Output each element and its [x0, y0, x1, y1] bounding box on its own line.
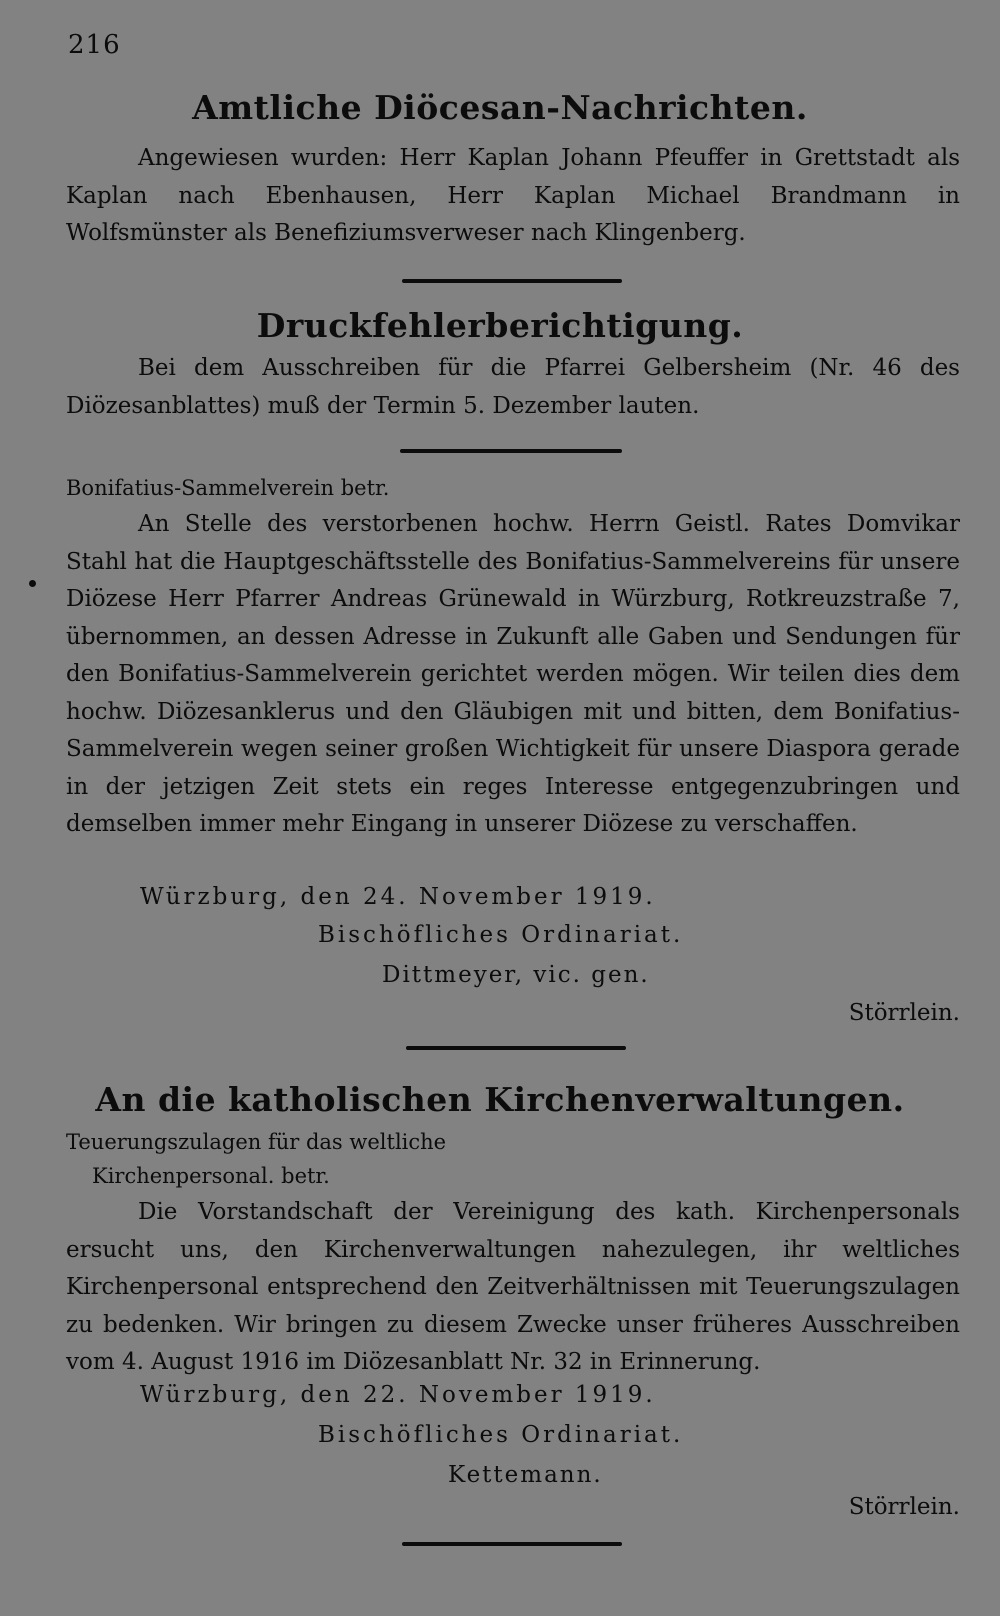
- bonifatius-office: Bischöfliches Ordinariat.: [318, 922, 684, 948]
- divider-3: [406, 1046, 626, 1050]
- page-number: 216: [68, 30, 121, 60]
- bonifatius-subject: Bonifatius-Sammelverein betr.: [66, 476, 390, 500]
- bonifatius-body: An Stelle des verstorbenen hochw. Herrn Geistl. Rates Domvikar Stahl hat die Hauptgeschäftsstelle des Bonifatius-Sammelvereins für unsere Diözese Herr Pfarrer Andreas Grünewald in Würzburg, Rotkreuzstraße 7, übernommen, an dessen Adresse in Zukunft alle Gaben und Sendungen für den Bonifatius-Sammelverein gerichtet werden mögen. Wir teilen dies dem hochw. Diözesanklerus und den Gläubigen mit und bitten, dem Bonifatius-Sammelverein wegen seiner großen Wichtigkeit für unsere Diaspora gerade in der jetzigen Zeit stets ein reges Interesse entgegenzubringen und demselben immer mehr Eingang in unserer Diözese zu verschaffen.: [66, 511, 960, 837]
- kirchenverwaltungen-date-line: Würzburg, den 22. November 1919.: [140, 1382, 656, 1408]
- divider-2: [400, 449, 622, 453]
- druckfehler-body: Bei dem Ausschreiben für die Pfarrei Gelbersheim (Nr. 46 des Diözesanblattes) muß der Termin 5. Dezember lauten.: [66, 355, 960, 419]
- heading-kirchenverwaltungen: An die katholischen Kirchenverwaltungen.: [95, 1080, 905, 1119]
- divider-4: [402, 1542, 622, 1546]
- kirchenverwaltungen-body: Die Vorstandschaft der Vereinigung des kath. Kirchenpersonals ersucht uns, den Kirchenverwaltungen nahezulegen, ihr weltliches Kirchenpersonal entsprechend den Zeitverhältnissen mit Teuerungszulagen zu bedenken. Wir bringen zu diesem Zwecke unser früheres Ausschreiben vom 4. August 1916 im Diözesanblatt Nr. 32 in Erinnerung.: [66, 1199, 960, 1375]
- kirchenverwaltungen-subject-1: Teuerungszulagen für das weltliche: [66, 1130, 447, 1154]
- divider-1: [402, 279, 622, 283]
- kirchenverwaltungen-subject-2: Kirchenpersonal. betr.: [92, 1164, 330, 1188]
- amtliche-body: Angewiesen wurden: Herr Kaplan Johann Pfeuffer in Grettstadt als Kaplan nach Ebenhausen, Herr Kaplan Michael Brandmann in Wolfsmünster als Benefiziumsverweser nach Klingenberg.: [66, 145, 960, 246]
- bonifatius-signatory: Dittmeyer, vic. gen.: [382, 962, 650, 988]
- kirchenverwaltungen-office: Bischöfliches Ordinariat.: [318, 1422, 684, 1448]
- margin-mark: [29, 580, 36, 587]
- kirchenverwaltungen-signatory: Kettemann.: [448, 1462, 603, 1488]
- heading-druckfehler: Druckfehlerberichtigung.: [256, 306, 744, 345]
- bonifatius-date-line: Würzburg, den 24. November 1919.: [140, 884, 656, 910]
- bonifatius-secretary: Störrlein.: [848, 1000, 960, 1026]
- kirchenverwaltungen-secretary: Störrlein.: [848, 1494, 960, 1520]
- heading-amtliche: Amtliche Diöcesan-Nachrichten.: [192, 88, 808, 127]
